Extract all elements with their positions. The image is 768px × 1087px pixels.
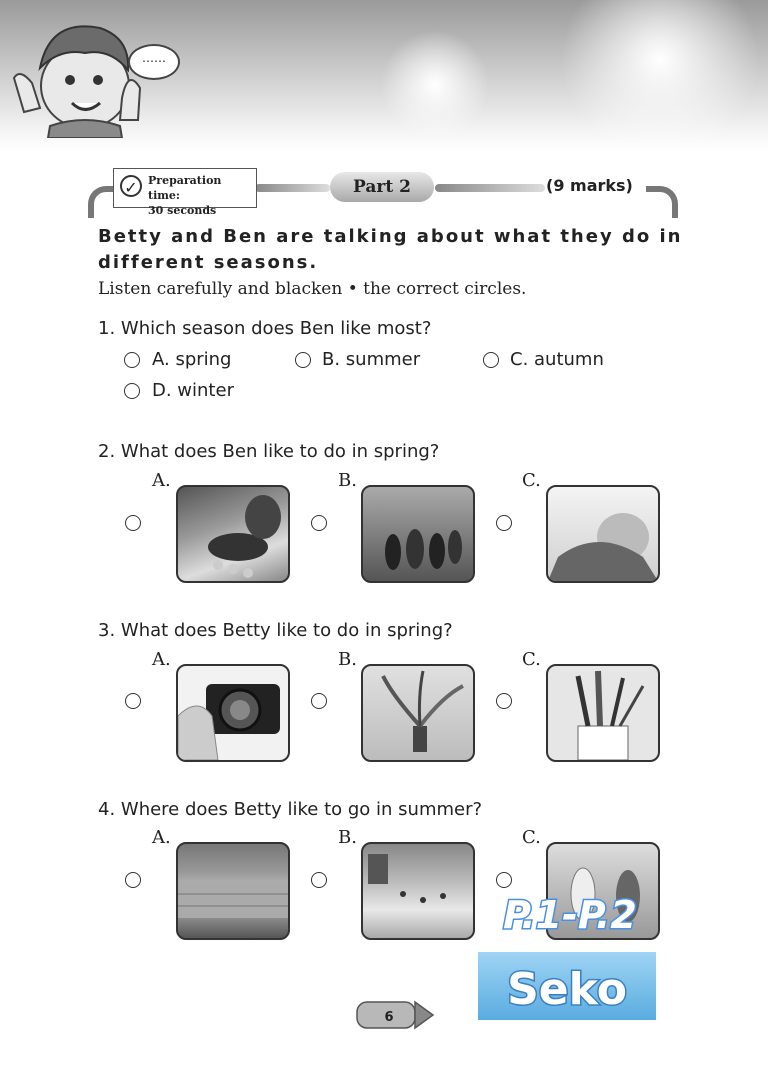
choice-letter: A.	[152, 470, 171, 491]
choice-letter: A.	[152, 827, 171, 848]
option-label: A. spring	[152, 349, 232, 370]
choice-letter: C.	[522, 470, 541, 491]
question-1: 1. Which season does Ben like most?	[98, 318, 432, 339]
option-label: B. summer	[322, 349, 421, 370]
sleeping-baby-photo	[546, 485, 660, 583]
choice-letter: B.	[338, 649, 357, 670]
option-radio[interactable]	[125, 515, 141, 531]
option-radio[interactable]	[311, 693, 327, 709]
seko-text: Seko	[507, 964, 627, 1015]
question-2: 2. What does Ben like to do in spring?	[98, 441, 440, 462]
option-label: D. winter	[152, 380, 234, 401]
question-3: 3. What does Betty like to do in spring?	[98, 620, 453, 641]
seko-watermark	[478, 952, 656, 1020]
swimming-pool-photo	[176, 842, 290, 940]
option-radio[interactable]	[311, 515, 327, 531]
option-radio[interactable]	[124, 383, 140, 399]
watermark-logo	[480, 888, 660, 938]
paintbrushes-photo	[546, 664, 660, 762]
instruction-subtitle: Listen carefully and blacken • the correct circles.	[98, 279, 527, 299]
choice-letter: A.	[152, 649, 171, 670]
option-radio[interactable]	[496, 693, 512, 709]
header-bar	[435, 184, 545, 192]
page-number: 6	[384, 1010, 394, 1025]
option-radio[interactable]	[125, 872, 141, 888]
instruction-title: Betty and Ben are talking about what they do in different seasons.	[98, 226, 683, 273]
marks-label: (9 marks)	[546, 176, 633, 195]
option-radio[interactable]	[496, 872, 512, 888]
sun-burst-decoration	[380, 30, 490, 140]
preparation-time-box	[113, 168, 257, 217]
option-radio[interactable]	[125, 693, 141, 709]
part-title: Part 2	[330, 172, 434, 202]
page-number-pencil	[355, 998, 435, 1032]
speech-bubble: ……	[128, 44, 180, 80]
checkmark-icon: ✓	[120, 175, 142, 197]
hiking-photo	[361, 485, 475, 583]
camera-photo	[176, 664, 290, 762]
choice-letter: B.	[338, 470, 357, 491]
choice-letter: B.	[338, 827, 357, 848]
flower-arrangement-photo	[361, 664, 475, 762]
option-radio[interactable]	[496, 515, 512, 531]
rollerblading-photo	[176, 485, 290, 583]
header-bar	[255, 184, 330, 192]
header-bar-right-curve	[646, 186, 678, 218]
prep-seconds-label: 30 seconds	[148, 204, 217, 217]
option-radio[interactable]	[295, 352, 311, 368]
watermark-text: P.1-P.2	[503, 893, 637, 937]
choice-letter: C.	[522, 649, 541, 670]
prep-time-label: Preparation time:	[148, 174, 222, 202]
option-radio[interactable]	[124, 352, 140, 368]
choice-letter: C.	[522, 827, 541, 848]
option-radio[interactable]	[483, 352, 499, 368]
option-radio[interactable]	[311, 872, 327, 888]
option-label: C. autumn	[510, 349, 604, 370]
question-4: 4. Where does Betty like to go in summer?	[98, 799, 483, 820]
beach-photo	[361, 842, 475, 940]
